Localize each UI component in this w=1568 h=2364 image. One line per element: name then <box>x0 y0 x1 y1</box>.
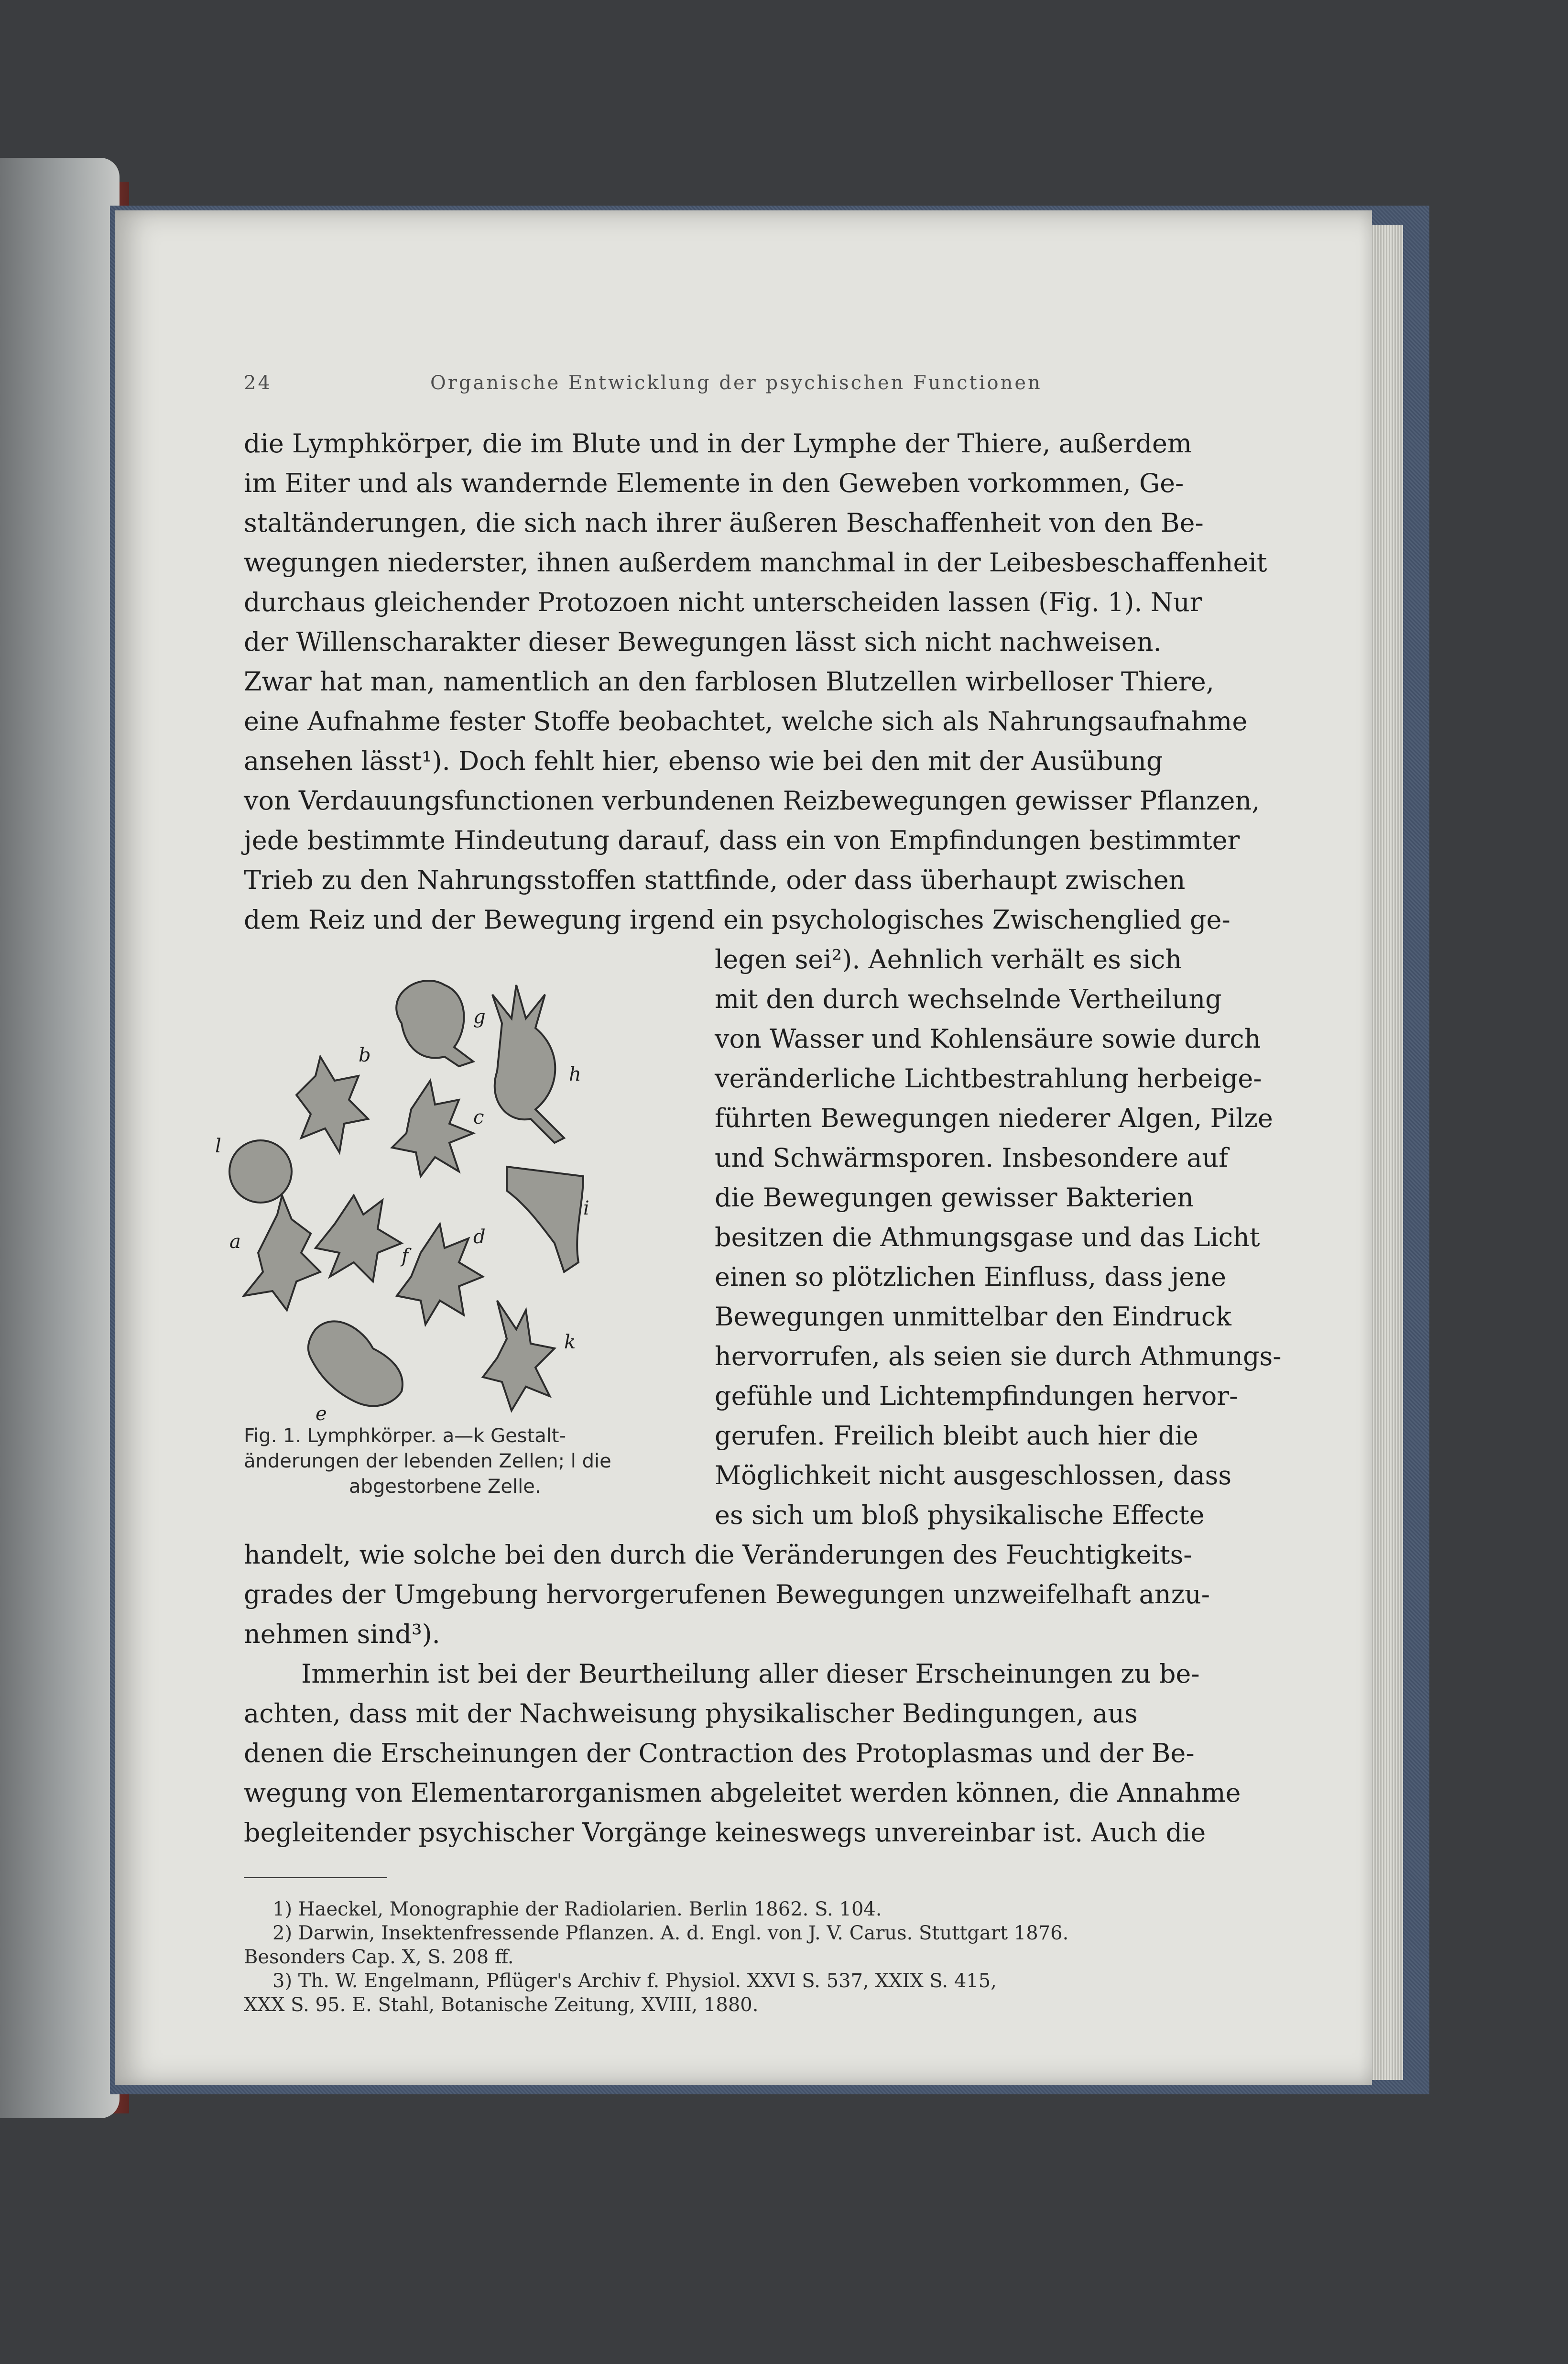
body-line: gefühle und Lichtempfindungen hervor- <box>715 1381 1238 1411</box>
figure-caption: abgestorbene Zelle. <box>349 1476 541 1498</box>
left-page-edge <box>0 158 120 2118</box>
body-line: achten, dass mit der Nachweisung physikalischer Bedingungen, aus <box>244 1698 1138 1729</box>
body-line: veränderliche Lichtbestrahlung herbeige- <box>715 1063 1262 1094</box>
fig-label: i <box>583 1197 589 1219</box>
cell-c <box>392 1081 473 1176</box>
cell-g <box>396 981 473 1066</box>
fig-label: c <box>473 1106 484 1128</box>
body-line: die Bewegungen gewisser Bakterien <box>715 1182 1194 1213</box>
body-line: gerufen. Freilich bleibt auch hier die <box>715 1421 1198 1451</box>
body-line: hervorrufen, als seien sie durch Athmungs- <box>715 1341 1282 1371</box>
body-line: besitzen die Athmungsgase und das Licht <box>715 1222 1260 1252</box>
body-line: wegung von Elementarorganismen abgeleitet werden können, die Annahme <box>244 1778 1241 1808</box>
cell-a <box>244 1195 320 1310</box>
body-line: denen die Erscheinungen der Contraction des Protoplasmas und der Be- <box>244 1738 1195 1768</box>
cell-f <box>316 1195 402 1281</box>
body-line: ansehen lässt¹). Doch fehlt hier, ebenso wie bei den mit der Ausübung <box>244 746 1163 776</box>
book-page <box>115 210 1372 2085</box>
cell-h <box>492 985 564 1143</box>
body-line: von Wasser und Kohlensäure sowie durch <box>715 1024 1261 1054</box>
cell-k <box>483 1301 555 1411</box>
body-line: wegungen niederster, ihnen außerdem manchmal in der Leibesbeschaffenheit <box>244 547 1267 578</box>
body-line: jede bestimmte Hindeutung darauf, dass ein von Empfindungen bestimmter <box>244 825 1240 855</box>
body-line: mit den durch wechselnde Vertheilung <box>715 984 1222 1014</box>
body-line: Zwar hat man, namentlich an den farblosen Blutzellen wirbelloser Thiere, <box>244 667 1214 697</box>
footnote: 1) Haeckel, Monographie der Radiolarien. Berlin 1862. S. 104. <box>272 1898 882 1920</box>
fig-label: g <box>473 1006 486 1028</box>
body-line: eine Aufnahme fester Stoffe beobachtet, welche sich als Nahrungsaufnahme <box>244 706 1248 736</box>
fig-label: f <box>402 1245 409 1267</box>
cell-d <box>397 1224 483 1324</box>
page-stack-edge <box>1367 225 1403 2080</box>
cell-e <box>308 1321 403 1406</box>
body-line: und Schwärmsporen. Insbesondere auf <box>715 1143 1229 1173</box>
body-line: die Lymphkörper, die im Blute und in der Lymphe der Thiere, außerdem <box>244 428 1192 459</box>
body-line: Möglichkeit nicht ausgeschlossen, dass <box>715 1460 1232 1490</box>
body-line: der Willenscharakter dieser Bewegungen lässt sich nicht nachweisen. <box>244 627 1162 657</box>
page-number: 24 <box>244 372 272 394</box>
fig-label: d <box>473 1226 486 1248</box>
footnote: 3) Th. W. Engelmann, Pflüger's Archiv f. Physiol. XXVI S. 537, XXIX S. 415, <box>272 1970 997 1992</box>
body-line: Trieb zu den Nahrungsstoffen stattfinde, oder dass überhaupt zwischen <box>244 865 1186 895</box>
figure-caption: änderungen der lebenden Zellen; l die <box>244 1450 611 1472</box>
body-line: handelt, wie solche bei den durch die Veränderungen des Feuchtigkeits- <box>244 1540 1192 1570</box>
fig-label: l <box>215 1135 221 1157</box>
fig-label: a <box>229 1231 241 1253</box>
fig-label: e <box>316 1403 327 1425</box>
footnote: 2) Darwin, Insektenfressende Pflanzen. A. d. Engl. von J. V. Carus. Stuttgart 1876. <box>272 1922 1069 1944</box>
body-line: grades der Umgebung hervorgerufenen Bewegungen unzweifelhaft anzu- <box>244 1579 1210 1609</box>
body-line: führten Bewegungen niederer Algen, Pilze <box>715 1103 1273 1133</box>
body-line: Immerhin ist bei der Beurtheilung aller dieser Erscheinungen zu be- <box>301 1659 1200 1689</box>
body-line: begleitender psychischer Vorgänge keineswegs unvereinbar ist. Auch die <box>244 1817 1206 1848</box>
footnote: XXX S. 95. E. Stahl, Botanische Zeitung, XVIII, 1880. <box>244 1994 759 2016</box>
body-line: es sich um bloß physikalische Effecte <box>715 1500 1205 1530</box>
body-line: dem Reiz und der Bewegung irgend ein psychologisches Zwischenglied ge- <box>244 905 1230 935</box>
cell-l <box>229 1140 292 1203</box>
running-head: Organische Entwicklung der psychischen Functionen <box>430 372 1042 394</box>
cell-b <box>296 1057 368 1152</box>
body-line: einen so plötzlichen Einfluss, dass jene <box>715 1262 1227 1292</box>
cell-i <box>507 1167 583 1272</box>
footnote-rule <box>244 1877 387 1878</box>
fig-label: k <box>564 1331 576 1353</box>
body-line: im Eiter und als wandernde Elemente in den Geweben vorkommen, Ge- <box>244 468 1184 498</box>
body-line: von Verdauungsfunctionen verbundenen Reizbewegungen gewisser Pflanzen, <box>244 786 1260 816</box>
body-line: nehmen sind³). <box>244 1619 440 1649</box>
fig-label: h <box>569 1063 581 1085</box>
body-line: legen sei²). Aehnlich verhält es sich <box>715 944 1182 974</box>
body-line: staltänderungen, die sich nach ihrer äußeren Beschaffenheit von den Be- <box>244 508 1204 538</box>
body-line: durchaus gleichender Protozoen nicht unterscheiden lassen (Fig. 1). Nur <box>244 587 1202 617</box>
body-line: Bewegungen unmittelbar den Eindruck <box>715 1302 1231 1332</box>
fig-label: b <box>359 1044 371 1066</box>
figure-caption: Fig. 1. Lymphkörper. a—k Gestalt- <box>244 1425 566 1447</box>
footnote: Besonders Cap. X, S. 208 ff. <box>244 1946 514 1968</box>
